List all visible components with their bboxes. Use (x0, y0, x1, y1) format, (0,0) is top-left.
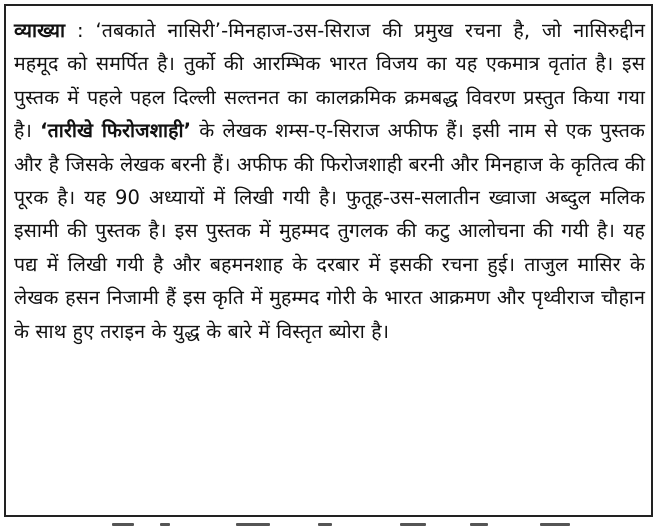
explanation-text-part-2: के लेखक शम्स-ए-सिराज अफीफ हैं। इसी नाम से एक पुस्तक और है जिसके लेखक बरनी हैं। अफीफ की फिरोजशाही बरनी और मिनहाज के कृतित्व की पूरक है। यह 90 अध्यायों में लिखी गयी है। फुतूह-उस-सलातीन ख्वाजा अब्दुल मलिक इसामी की पुस्तक है। इस पुस्तक में मुहम्मद तुगलक की कटु आलोचना की गयी है। यह पद्य में लिखी गयी है और बहमनशाह के दरबार में इसकी रचना हुई। ताजुल मासिर के लेखक हसन निजामी हैं इस कृति में मुहम्मद गोरी के भारत आक्रमण और पृथ्वीराज चौहान के साथ हुए तराइन के युद्ध के बारे में विस्तृत ब्योरा है। (14, 119, 645, 343)
cropped-next-line-fragments (0, 519, 659, 527)
explanation-heading: व्याख्या (14, 19, 66, 42)
explanation-box (4, 4, 653, 517)
explanation-text-part-1: : ‘तबकाते नासिरी’-मिनहाज-उस-सिराज की प्रमुख रचना है, जो नासिरुद्दीन महमूद को समर्पित है। तुर्को की आरम्भिक भारत विजय का यह एकमात्र वृतांत है। इस पुस्तक में पहले पहल दिल्ली सल्तनत का कालक्रमिक क्रमबद्ध विवरण प्रस्तुत किया गया है। (14, 19, 645, 143)
explanation-paragraph (14, 14, 645, 348)
book-title-tarikh-e-firozshahi: ‘तारीखे फिरोजशाही’ (40, 119, 192, 143)
